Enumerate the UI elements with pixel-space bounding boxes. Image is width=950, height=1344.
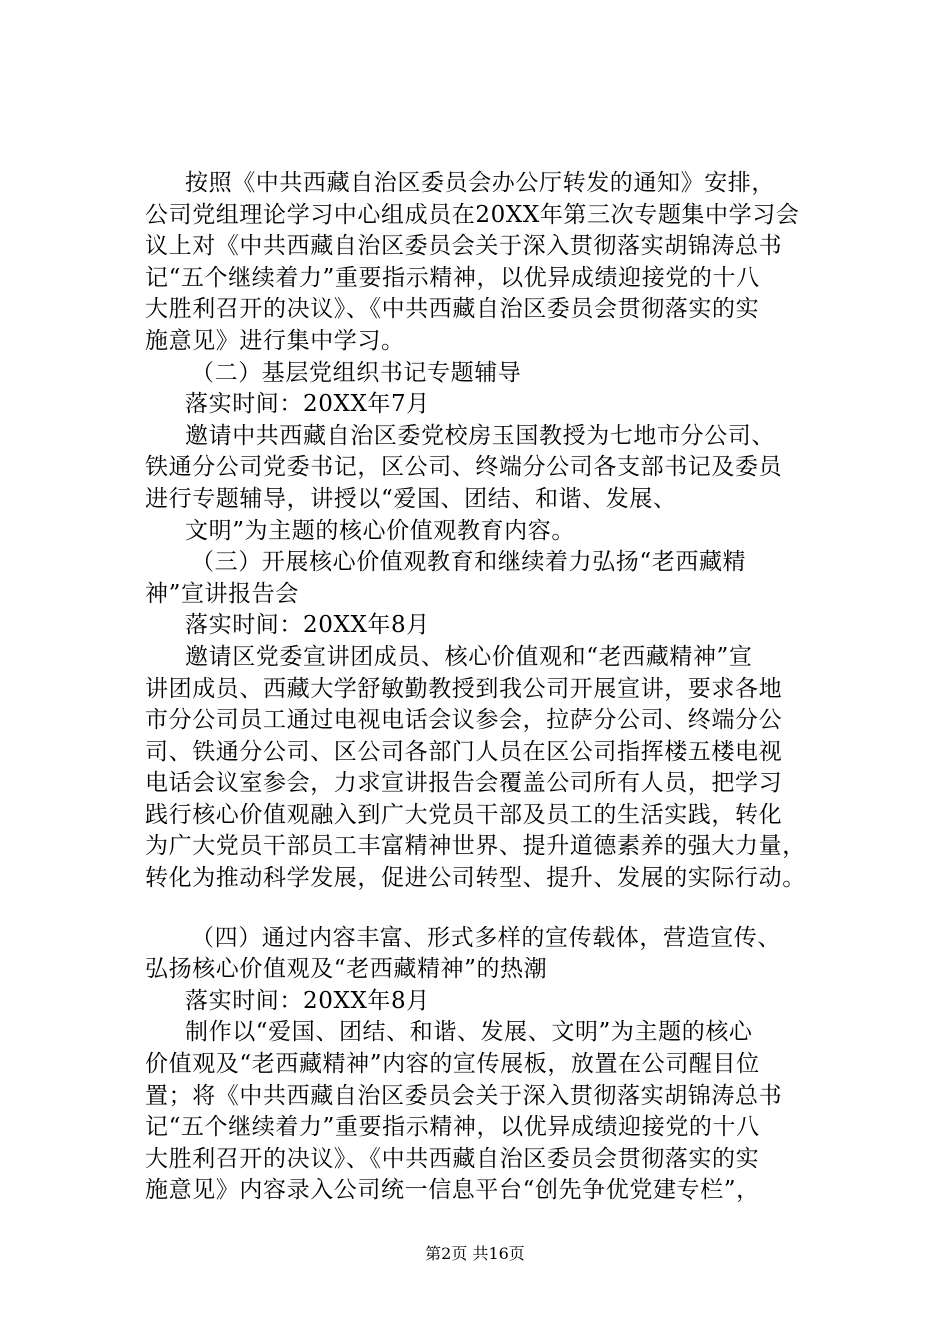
paragraph-line: 大胜利召开的决议》、《中共西藏自治区委员会贯彻落实的实 [145, 1145, 760, 1172]
section-heading: 弘扬核心价值观及“老西藏精神”的热潮 [145, 956, 548, 983]
section-heading: （四）通过内容丰富、形式多样的宣传载体，营造宣传、 [191, 924, 781, 951]
paragraph-line: 价值观及“老西藏精神”内容的宣传展板，放置在公司醒目位 [145, 1051, 760, 1078]
date-line: 落实时间：20XX年7月 [185, 391, 430, 418]
paragraph-line: 进行专题辅导，讲授以“爱国、团结、和谐、发展、 [145, 485, 677, 512]
paragraph-line: 邀请区党委宣讲团成员、核心价值观和“老西藏精神”宣 [185, 643, 753, 670]
paragraph-line: 大胜利召开的决议》、《中共西藏自治区委员会贯彻落实的实 [145, 296, 760, 323]
page-number-footer: 第2页 共16页 [425, 1244, 525, 1263]
section-heading: 神”宣讲报告会 [145, 580, 299, 607]
paragraph-line: 施意见》内容录入公司统一信息平台“创先争优党建专栏”， [145, 1177, 760, 1204]
document-body [145, 168, 845, 1207]
paragraph-line: 转化为推动科学发展，促进公司转型、提升、发展的实际行动。 [145, 865, 806, 892]
paragraph-line: 按照《中共西藏自治区委员会办公厅转发的通知》安排， [185, 170, 775, 196]
paragraph-line: 议上对《中共西藏自治区委员会关于深入贯彻落实胡锦涛总书 [145, 233, 783, 260]
date-line: 落实时间：20XX年8月 [185, 612, 430, 639]
paragraph-line: 司、铁通分公司、区公司各部门人员在区公司指挥楼五楼电视 [145, 738, 783, 765]
paragraph-gap [145, 895, 845, 923]
paragraph-line: 电话会议室参会，力求宣讲报告会覆盖公司所有人员，把学习 [145, 770, 783, 797]
section-heading: （三）开展核心价值观教育和继续着力弘扬“老西藏精 [191, 549, 747, 576]
paragraph-line: 记“五个继续着力”重要指示精神，以优异成绩迎接党的十八 [145, 264, 760, 291]
paragraph-line: 邀请中共西藏自治区委党校房玉国教授为七地市分公司、 [185, 422, 775, 449]
paragraph-line: 施意见》进行集中学习。 [145, 327, 405, 354]
section-heading: （二）基层党组织书记专题辅导 [191, 359, 522, 386]
paragraph-line: 践行核心价值观融入到广大党员干部及员工的生活实践，转化 [145, 801, 783, 828]
paragraph-line: 讲团成员、西藏大学舒敏勤教授到我公司开展宣讲，要求各地 [145, 675, 783, 702]
paragraph-line: 记“五个继续着力”重要指示精神，以优异成绩迎接党的十八 [145, 1114, 760, 1141]
paragraph-line: 铁通分公司党委书记，区公司、终端分公司各支部书记及委员 [145, 454, 783, 481]
paragraph-line: 公司党组理论学习中心组成员在20XX年第三次专题集中学习会 [145, 201, 800, 228]
paragraph-line: 为广大党员干部员工丰富精神世界、提升道德素养的强大力量， [145, 833, 806, 860]
paragraph-line: 文明”为主题的核心价值观教育内容。 [185, 517, 575, 544]
paragraph-line: 置；将《中共西藏自治区委员会关于深入贯彻落实胡锦涛总书 [145, 1082, 783, 1109]
date-line: 落实时间：20XX年8月 [185, 987, 430, 1014]
paragraph-line: 市分公司员工通过电视电话会议参会，拉萨分公司、终端分公 [145, 707, 783, 734]
paragraph-line: 制作以“爱国、团结、和谐、发展、文明”为主题的核心 [185, 1019, 753, 1046]
